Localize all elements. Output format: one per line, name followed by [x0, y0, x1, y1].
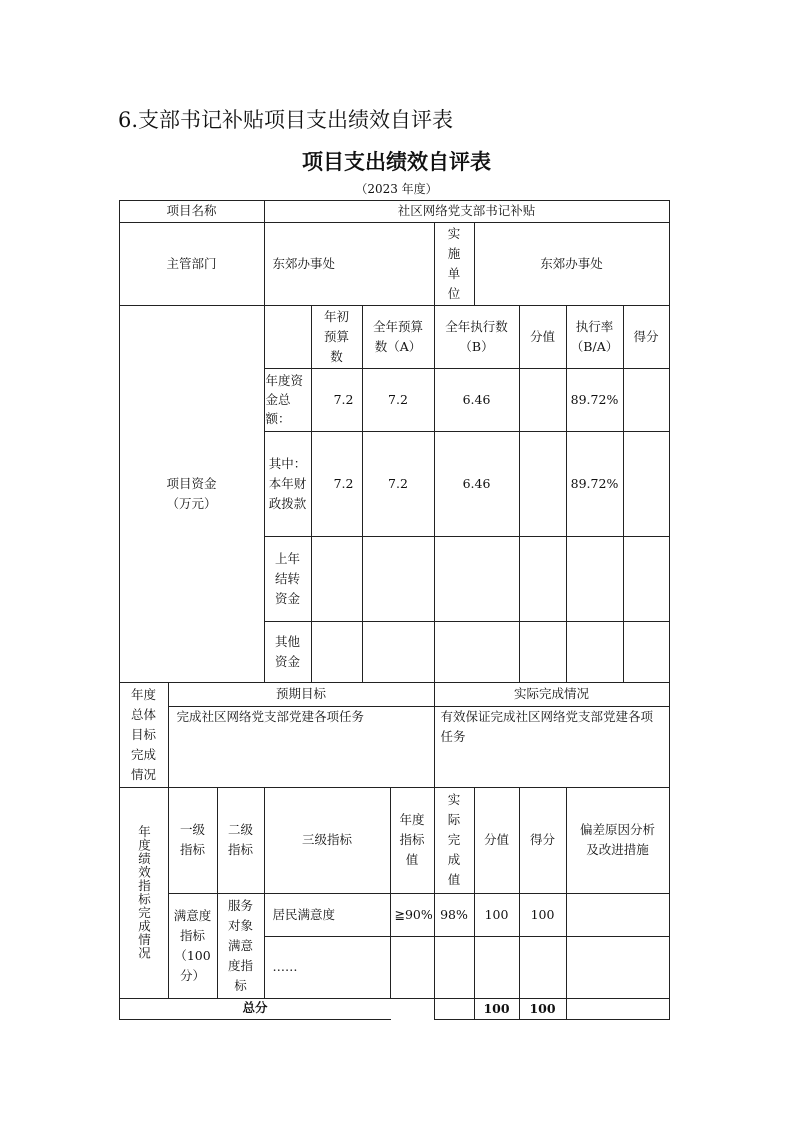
perf-header: 实际完成值 [434, 787, 475, 894]
perf-label-text: 年度绩效指标完成情况 [136, 825, 152, 960]
score-value [474, 936, 520, 999]
year-label: （2023 年度） [355, 182, 438, 196]
expected-goal: 完成社区网络党支部党建各项任务 [168, 706, 435, 788]
level2-indicator: 服务对象满意度指标 [217, 893, 265, 999]
funds-cell [434, 621, 520, 683]
funds-corner [264, 305, 312, 369]
perf-label [119, 787, 169, 999]
deviation-cell [566, 936, 670, 999]
funds-cell [519, 621, 567, 683]
perf-header: 年度指标值 [390, 787, 435, 894]
funds-cell [311, 621, 363, 683]
funds-cell: 7.2 [311, 431, 363, 537]
funds-cell [566, 536, 624, 622]
perf-header: 一级指标 [168, 787, 218, 894]
impl-label: 实施单位 [434, 222, 475, 306]
perf-header: 得分 [519, 787, 567, 894]
funds-cell [434, 536, 520, 622]
score: 100 [519, 893, 567, 937]
funds-cell [311, 536, 363, 622]
perf-header: 二级指标 [217, 787, 265, 894]
funds-header: 分值 [519, 305, 567, 369]
expected-label: 预期目标 [168, 682, 435, 707]
funds-row-label: 其他资金 [264, 621, 312, 683]
total-cell [566, 998, 670, 1020]
target-value: ≧90% [390, 893, 435, 937]
project-name: 社区网络党支部书记补贴 [264, 200, 670, 223]
funds-row-label: 年度资金总额： [264, 368, 312, 432]
funds-header: 年初预算数 [311, 305, 363, 369]
funds-cell [623, 431, 670, 537]
total-score: 100 [519, 998, 567, 1020]
funds-cell [362, 536, 435, 622]
funds-cell [519, 431, 567, 537]
target-value [390, 936, 435, 999]
table-title: 项目支出绩效自评表 [302, 149, 491, 174]
funds-cell: 7.2 [362, 431, 435, 537]
project-name-label: 项目名称 [119, 200, 265, 223]
deviation-cell [566, 893, 670, 937]
perf-header: 偏差原因分析及改进措施 [566, 787, 670, 894]
funds-row-label: 其中：本年财政拨款 [264, 431, 312, 537]
impl: 东郊办事处 [474, 222, 670, 306]
funds-cell [623, 621, 670, 683]
score [519, 936, 567, 999]
funds-header: 得分 [623, 305, 670, 369]
level1-indicator: 满意度指标（100分） [168, 893, 218, 999]
funds-header: 全年执行数（B） [434, 305, 520, 369]
score-value: 100 [474, 893, 520, 937]
funds-row-label: 上年结转资金 [264, 536, 312, 622]
funds-cell [519, 368, 567, 432]
dept: 东郊办事处 [264, 222, 435, 306]
funds-header: 全年预算数（A） [362, 305, 435, 369]
funds-cell: 6.46 [434, 368, 520, 432]
level3-indicator: 居民满意度 [264, 893, 391, 937]
goals-label: 年度总体目标完成情况 [119, 682, 169, 788]
funds-cell: 6.46 [434, 431, 520, 537]
funds-label: 项目资金（万元） [119, 305, 265, 683]
total-label: 总分 [119, 998, 391, 1020]
funds-cell [519, 536, 567, 622]
actual-value: 98% [434, 893, 475, 937]
funds-cell [362, 621, 435, 683]
funds-cell [623, 368, 670, 432]
funds-header: 执行率（B/A） [566, 305, 624, 369]
perf-header: 三级指标 [264, 787, 391, 894]
actual-value [434, 936, 475, 999]
funds-cell: 7.2 [311, 368, 363, 432]
section-heading: 6.支部书记补贴项目支出绩效自评表 [118, 108, 454, 132]
funds-cell [623, 536, 670, 622]
funds-cell [566, 621, 624, 683]
perf-header: 分值 [474, 787, 520, 894]
actual-label: 实际完成情况 [434, 682, 670, 707]
funds-cell: 89.72% [566, 431, 624, 537]
funds-cell: 89.72% [566, 368, 624, 432]
funds-cell: 7.2 [362, 368, 435, 432]
total-score-value: 100 [474, 998, 520, 1020]
total-cell [434, 998, 475, 1020]
dept-label: 主管部门 [119, 222, 265, 306]
level3-indicator: …… [264, 936, 391, 999]
actual-goal: 有效保证完成社区网络党支部党建各项任务 [434, 706, 670, 788]
